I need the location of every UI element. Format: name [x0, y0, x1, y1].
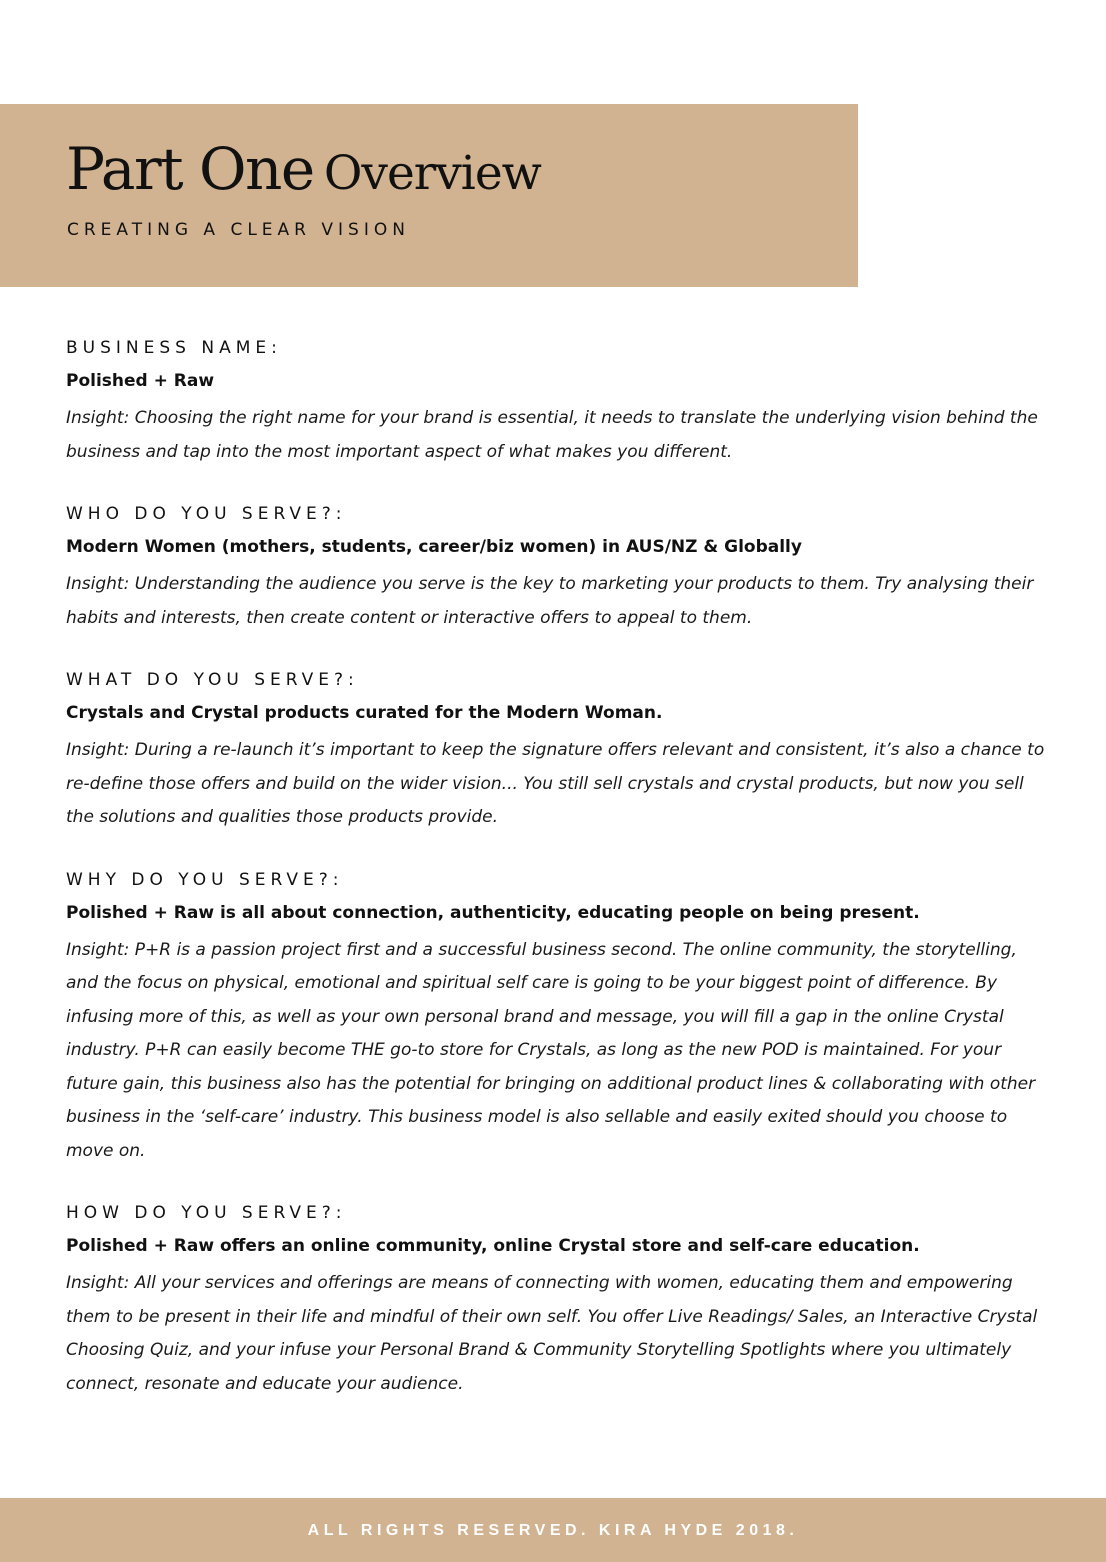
section-label: WHO DO YOU SERVE?:: [66, 504, 347, 524]
section-answer: Polished + Raw offers an online community, online Crystal store and self-care education.: [66, 1236, 920, 1256]
section-how-do-you-serve: [66, 1201, 1046, 1401]
page-subtitle: CREATING A CLEAR VISION: [67, 220, 410, 240]
page-title: [66, 135, 541, 203]
overview-content: [66, 336, 1046, 1434]
section-insight: Insight: During a re-launch it’s important to keep the signature offers relevant and consistent, it’s also a chance to re-define those offers and build on the wider vision... You still sell crystals and crystal products, but now you sell the solutions and qualities those products provide.: [66, 740, 1045, 827]
page-title-sub: Overview: [323, 146, 541, 201]
section-label: BUSINESS NAME:: [66, 338, 282, 358]
section-why-do-you-serve: [66, 868, 1046, 1169]
section-who-do-you-serve: [66, 502, 1046, 635]
header-band: [0, 104, 858, 287]
section-business-name: [66, 336, 1046, 469]
section-label: WHY DO YOU SERVE?:: [66, 869, 344, 890]
section-insight: Insight: All your services and offerings are means of connecting with women, educating them and empowering them to be present in their life and mindful of their own self. You offer Live Readings/ Sales, an Interactive Crystal Choosing Quiz, and your infuse your Personal Brand & Community Storytelling Spotlights where you ultimately connect, resonate and educate your audience.: [66, 1273, 1038, 1394]
section-insight: Insight: Choosing the right name for your brand is essential, it needs to translate the underlying vision behind the business and tap into the most important aspect of what makes you different.: [66, 408, 1038, 462]
section-what-do-you-serve: [66, 668, 1046, 835]
section-answer: Crystals and Crystal products curated for the Modern Woman.: [66, 703, 663, 723]
footer-band: [0, 1498, 1106, 1562]
section-insight: Insight: Understanding the audience you serve is the key to marketing your products to them. Try analysing their habits and interests, then create content or interactive offers to appeal to them.: [66, 574, 1034, 628]
section-answer: Polished + Raw is all about connection, authenticity, educating people on being present.: [66, 902, 920, 923]
page-title-main: Part One: [66, 135, 314, 203]
section-label: WHAT DO YOU SERVE?:: [66, 670, 359, 690]
section-answer: Modern Women (mothers, students, career/biz women) in AUS/NZ & Globally: [66, 537, 802, 557]
section-answer: Polished + Raw: [66, 371, 215, 391]
section-insight: Insight: P+R is a passion project first and a successful business second. The online community, the storytelling, and the focus on physical, emotional and spiritual self care is going to be your biggest point of difference. By infusing more of this, as well as your own personal brand and message, you will fill a gap in the online Crystal industry. P+R can easily become THE go-to store for Crystals, as long as the new POD is maintained. For your future gain, this business also has the potential for bringing on additional product lines & collaborating with other business in the ‘self-care’ industry. This business model is also sellable and easily exited should you choose to move on.: [66, 939, 1036, 1161]
section-label: HOW DO YOU SERVE?:: [66, 1203, 347, 1223]
footer-copyright: ALL RIGHTS RESERVED. KIRA HYDE 2018.: [307, 1522, 799, 1539]
